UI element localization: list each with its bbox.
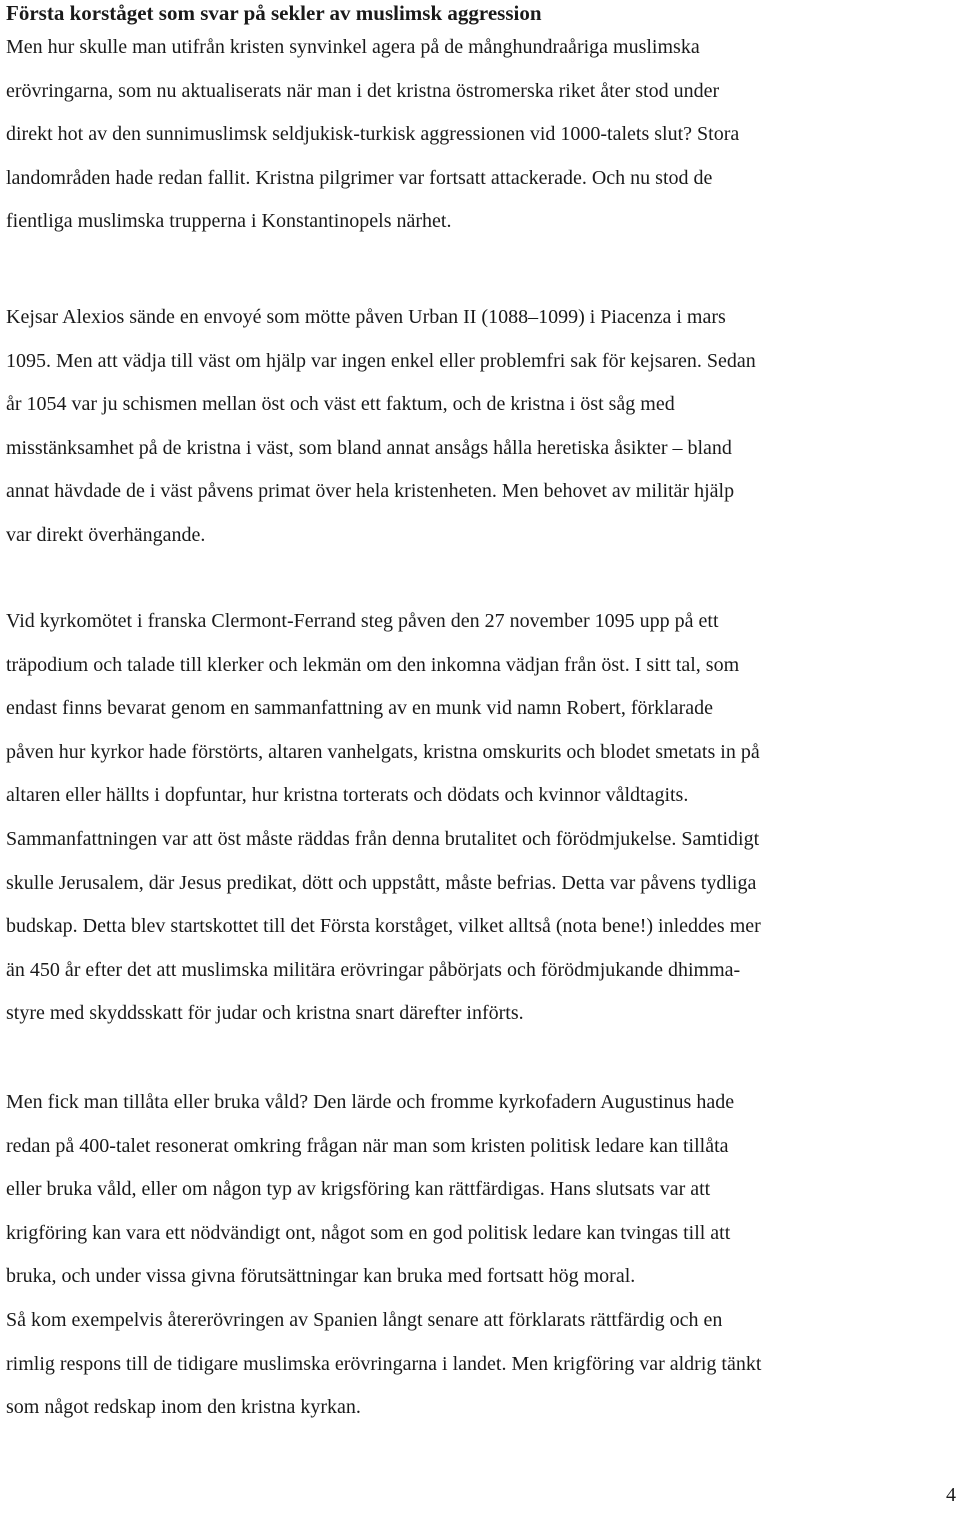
- text-line: 1095. Men att vädja till väst om hjälp var ingen enkel eller problemfri sak för kejsaren. Sedan: [6, 349, 756, 372]
- text-line: var direkt överhängande.: [6, 523, 206, 546]
- text-line: rimlig respons till de tidigare muslimska erövringarna i landet. Men krigföring var aldrig tänkt: [6, 1352, 762, 1375]
- paragraph-3: [6, 600, 960, 1036]
- text-line: Men fick man tillåta eller bruka våld? Den lärde och fromme kyrkofadern Augustinus hade: [6, 1091, 735, 1113]
- text-line: landområden hade redan fallit. Kristna pilgrimer var fortsatt attackerade. Och nu stod de: [6, 166, 713, 189]
- paragraph-2: [6, 296, 960, 558]
- text-line: redan på 400-talet resonerat omkring frågan när man som kristen politisk ledare kan tillåta: [6, 1134, 729, 1157]
- text-line: eller bruka våld, eller om någon typ av krigsföring kan rättfärdigas. Hans slutsats var att: [6, 1178, 711, 1201]
- text-line: som något redskap inom den kristna kyrkan.: [6, 1396, 361, 1419]
- text-line: altaren eller hällts i dopfuntar, hur kristna torterats och dödats och kvinnor våldtagits.: [6, 784, 689, 807]
- text-line: skulle Jerusalem, där Jesus predikat, dött och uppstått, måste befrias. Detta var påvens tydliga: [6, 871, 757, 894]
- text-line: misstänksamhet på de kristna i väst, som bland annat ansågs hålla heretiska åsikter – bland: [6, 436, 732, 459]
- text-line: påven hur kyrkor hade förstörts, altaren vanhelgats, kristna omskurits och blodet smetats in på: [6, 740, 760, 763]
- paragraph-1: [6, 26, 960, 244]
- text-line: bruka, och under vissa givna förutsättningar kan bruka med fortsatt hög moral.: [6, 1265, 636, 1288]
- section-heading: Första korståget som svar på sekler av muslimsk aggression: [6, 1, 542, 25]
- text-line: Kejsar Alexios sände en envoyé som mötte påven Urban II (1088–1099) i Piacenza i mars: [6, 306, 726, 328]
- text-line: än 450 år efter det att muslimska militära erövringar påbörjats och förödmjukande dhimma-: [6, 958, 741, 981]
- text-line: träpodium och talade till klerker och lekmän om den inkomna vädjan från öst. I sitt tal, som: [6, 653, 740, 676]
- text-line: krigföring kan vara ett nödvändigt ont, något som en god politisk ledare kan tvingas till att: [6, 1221, 731, 1244]
- text-line: endast finns bevarat genom en sammanfattning av en munk vid namn Robert, förklarade: [6, 697, 714, 720]
- text-line: direkt hot av den sunnimuslimsk seldjukisk-turkisk aggressionen vid 1000-talets slut? Stora: [6, 123, 740, 146]
- text-line: Men hur skulle man utifrån kristen synvinkel agera på de månghundraåriga muslimska: [6, 36, 700, 58]
- text-line: Så kom exempelvis återerövringen av Spanien långt senare att förklarats rättfärdig och en: [6, 1308, 723, 1331]
- text-line: år 1054 var ju schismen mellan öst och väst ett faktum, och de kristna i öst såg med: [6, 393, 675, 416]
- paragraph-4: [6, 1081, 960, 1430]
- text-line: budskap. Detta blev startskottet till det Första korståget, vilket alltså (nota bene!) inleddes mer: [6, 915, 761, 938]
- text-line: styre med skyddsskatt för judar och kristna snart därefter införts.: [6, 1002, 524, 1025]
- text-line: annat hävdade de i väst påvens primat över hela kristenheten. Men behovet av militär hjälp: [6, 480, 735, 503]
- text-line: Sammanfattningen var att öst måste räddas från denna brutalitet och förödmjukelse. Samtidigt: [6, 827, 760, 850]
- text-line: fientliga muslimska trupperna i Konstantinopels närhet.: [6, 210, 452, 233]
- text-line: erövringarna, som nu aktualiserats när man i det kristna östromerska riket åter stod under: [6, 79, 720, 102]
- text-line: Vid kyrkomötet i franska Clermont-Ferrand steg påven den 27 november 1095 upp på ett: [6, 610, 719, 632]
- page-number: 4: [946, 1484, 956, 1506]
